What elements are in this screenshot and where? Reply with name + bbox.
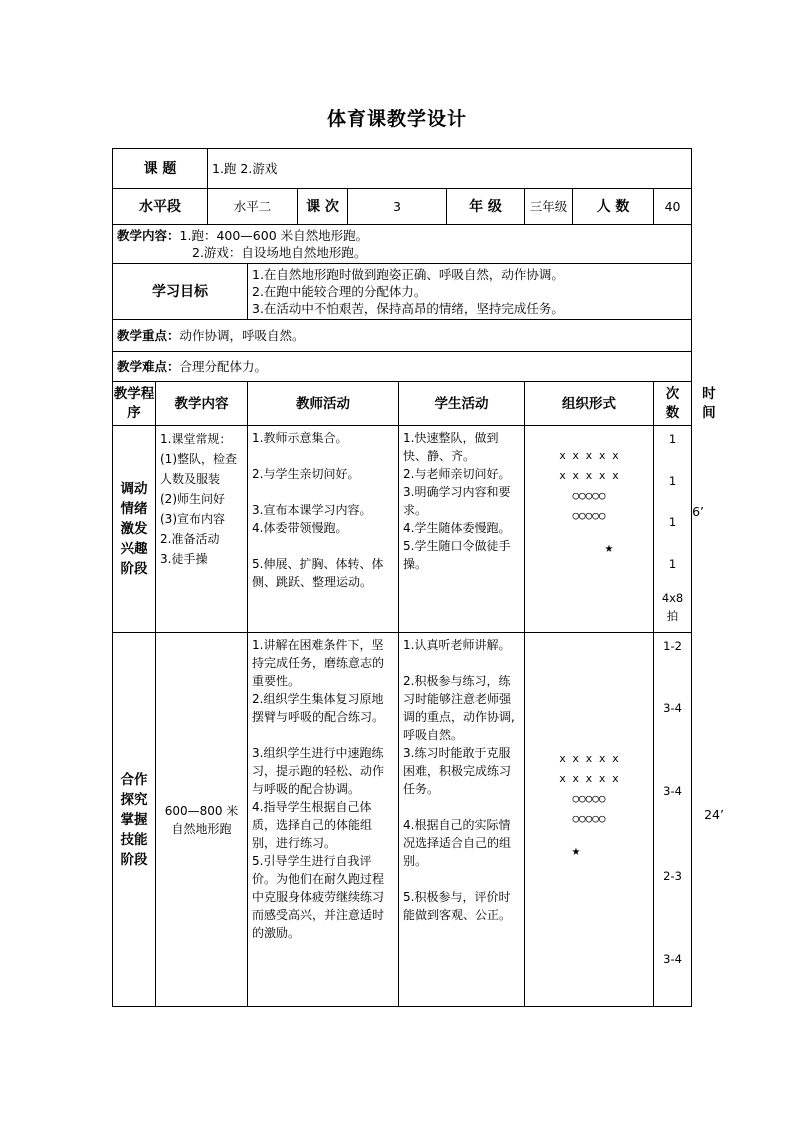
lesson-label: 课 次: [298, 189, 348, 225]
student-activity: 1.认真听老师讲解。: [403, 638, 511, 652]
stage-2-teacher: [248, 633, 399, 1007]
count-value: 2-3: [663, 869, 682, 883]
page-title: 体育课教学设计: [326, 108, 467, 130]
student-activity: 2.积极参与练习，练习时能够注意老师强调的重点，动作协调,呼吸自然。: [403, 674, 515, 742]
content-item: (3)宣布内容: [160, 512, 225, 526]
stage-1-counts: [654, 426, 692, 633]
stage-1-content: [156, 426, 248, 633]
count-value: 1: [668, 515, 677, 529]
teacher-activity: 5.伸展、扩胸、体转、体侧、跳跃、整理运动。: [252, 557, 384, 589]
teacher-star-icon: ★: [604, 540, 614, 556]
stage-2-content: 600—800 米自然地形跑: [156, 633, 248, 1007]
student-activity: 3.练习时能敢于克服困难，积极完成练习任务。: [403, 746, 512, 796]
stage-1-formation: [525, 426, 654, 633]
count-value: 1: [668, 432, 677, 446]
count-value: 3-4: [663, 952, 682, 966]
formation-row: ○○○○○: [572, 489, 606, 502]
grade-label: 年 级: [447, 189, 525, 225]
header-times: 次数: [654, 382, 692, 426]
difficulty-value: 合理分配体力。: [179, 358, 268, 374]
count-value: 3-4: [663, 701, 682, 715]
goals-label: 学习目标: [113, 264, 248, 320]
teacher-activity: 5.引导学生进行自我评价。为他们在耐久跑过程中克服身体疲劳继续练习而感受高兴，并注意适时的激励。: [252, 854, 385, 940]
formation-row: ○○○○○: [572, 509, 606, 522]
count-value: 1: [668, 474, 677, 488]
level-value: 水平二: [208, 189, 298, 225]
stage-2-name: 合作探究掌握技能阶段: [113, 633, 156, 1007]
header-org: 组织形式: [525, 382, 654, 426]
teacher-activity: 3.宣布本课学习内容。: [252, 503, 372, 517]
content-line-2: 2.游戏：自设场地自然地形跑。: [192, 245, 367, 260]
content-item: (2)师生问好: [160, 492, 225, 506]
lesson-plan-table: 课 题 1.跑 2.游戏 水平段 水平二 课 次 3 年 级 三年级 人 数 40 教学内容：1.跑：400—600 米自然地形跑。 2.游戏：自设场地自然地形跑。 学习目标 1.在自然地形跑时做到跑姿正确、呼吸自然，动作协调。 2.在跑中能较合理的分配体力。 3.在活动中不怕艰苦，保持高昂的情绪，坚持完成任务。 教学重点：动作协调，呼吸自然。 教学难点：合理分配体力。 教学程序 教学内容 教师活动 学生活动 组织形式 次数 时间 调动情绪激发兴趣阶段 1.课堂常规： (1)整队，检查人数及服装 (2)师生问好 (3)宣布内容 2.准备活动 3.徒手操 1.教师示意集合。 2.与学生亲切问好。 3.宣布本课学习内容。 4.体委带领慢跑。 5.伸展、扩胸、体转、体侧、跳跃、整理运动。 1.快速整队，做到快、静、齐。 2.与老师亲切问好。 3.明确学习内容和要求。 4.学生随体委慢跑。 5.学生随口令做徒手操。 x x x x x x x x x x ○○○○○ ○○○○○ ★ 1 1 1 1 4x8拍 6’ 合作探究掌握技能阶段 600—800 米自然地形跑 1.讲解在困难条件下，坚持完成任务，磨练意志的重要性。 2.组织学生集体复习原地摆臂与呼吸的配合练习。 3.组织学生进行中速跑练习，提示跑的轻松、动作与呼吸的配合协调。 4.指导学生根据自己体质，选择自己的体能组别，进行练习。 5.引导学生进行自我评价。为他们在耐久跑过程中克服身体疲劳继续练习而感受高兴，并注意适时的激励。 1.认真听老师讲解。 2.积极参与练习，练习时能够注意老师强调的重点，动作协调,呼吸自然。 3.练习时能敢于克服困难，积极完成练习任务。 4.根据自己的实际情况选择适合自己的组别。 5.积极参与，评价时能做到客观、公正。 x x x x x x x x x x ○○○○○ ○○○○○ ★ 1-2 3-4 3-4 2-3 3-4 24’: [112, 148, 692, 1007]
key-point-value: 动作协调，呼吸自然。: [179, 327, 305, 343]
header-student: 学生活动: [399, 382, 525, 426]
difficulty: [113, 352, 692, 382]
teacher-activity: 1.教师示意集合。: [252, 431, 348, 445]
content-item: 2.准备活动: [160, 532, 220, 546]
content-item: 3.徒手操: [160, 552, 208, 566]
header-procedure: 教学程序: [113, 382, 156, 426]
count-value: 4x8拍: [661, 591, 684, 623]
formation-row: x x x x x: [559, 469, 619, 482]
teacher-activity: 2.组织学生集体复习原地摆臂与呼吸的配合练习。: [252, 692, 385, 724]
student-activity: 3.明确学习内容和要求。: [403, 485, 511, 517]
header-content: 教学内容: [156, 382, 248, 426]
student-activity: 5.学生随口令做徒手操。: [403, 539, 511, 571]
stage-2-student: [399, 633, 525, 1007]
count-value: 3-4: [663, 784, 682, 798]
stage-2-formation: [525, 633, 654, 1007]
stage-1-teacher: [248, 426, 399, 633]
formation-row: x x x x x: [559, 449, 619, 462]
content-line-1: 1.跑：400—600 米自然地形跑。: [179, 228, 369, 243]
formation-row: ○○○○○: [572, 811, 606, 825]
grade-value: 三年级: [525, 189, 573, 225]
topic-value: 1.跑 2.游戏: [208, 149, 692, 189]
student-activity: 1.快速整队，做到快、静、齐。: [403, 431, 499, 463]
goal-item: 2.在跑中能较合理的分配体力。: [252, 284, 427, 299]
count-value: 40: [654, 189, 692, 225]
content-item: (1)整队，检查人数及服装: [160, 452, 237, 486]
stage-1-student: [399, 426, 525, 633]
student-activity: 5.积极参与，评价时能做到客观、公正。: [403, 890, 512, 922]
student-activity: 2.与老师亲切问好。: [403, 467, 511, 481]
count-label: 人 数: [573, 189, 654, 225]
teacher-star-icon: ★: [571, 842, 581, 859]
teacher-activity: 4.指导学生根据自己体质，选择自己的体能组别，进行练习。: [252, 800, 373, 850]
formation-row: x x x x x: [559, 771, 619, 785]
student-activity: 4.学生随体委慢跑。: [403, 521, 511, 535]
level-label: 水平段: [113, 189, 208, 225]
formation-row: x x x x x: [559, 751, 619, 765]
lesson-value: 3: [348, 189, 447, 225]
formation-row: ○○○○○: [572, 791, 606, 805]
stage-1-name: 调动情绪激发兴趣阶段: [113, 426, 156, 633]
stage-2-counts: [654, 633, 692, 1007]
difficulty-label: 教学难点：: [117, 358, 180, 374]
header-teacher: 教师活动: [248, 382, 399, 426]
goal-item: 3.在活动中不怕艰苦，保持高昂的情绪，坚持完成任务。: [252, 301, 564, 316]
teacher-activity: 4.体委带领慢跑。: [252, 521, 348, 535]
count-value: 1: [668, 557, 677, 571]
key-point-label: 教学重点：: [117, 327, 180, 343]
goal-item: 1.在自然地形跑时做到跑姿正确、呼吸自然，动作协调。: [252, 267, 564, 282]
teaching-content: [113, 225, 692, 264]
teacher-activity: 2.与学生亲切问好。: [252, 467, 360, 481]
goals-list: [248, 264, 692, 320]
content-item: 1.课堂常规：: [160, 432, 232, 446]
topic-label: 课 题: [113, 149, 208, 189]
content-label: 教学内容：: [117, 228, 180, 243]
key-point: [113, 320, 692, 352]
teacher-activity: 1.讲解在困难条件下，坚持完成任务，磨练意志的重要性。: [252, 638, 385, 688]
student-activity: 4.根据自己的实际情况选择适合自己的组别。: [403, 818, 512, 868]
count-value: 1-2: [663, 639, 682, 653]
teacher-activity: 3.组织学生进行中速跑练习，提示跑的轻松、动作与呼吸的配合协调。: [252, 746, 385, 796]
